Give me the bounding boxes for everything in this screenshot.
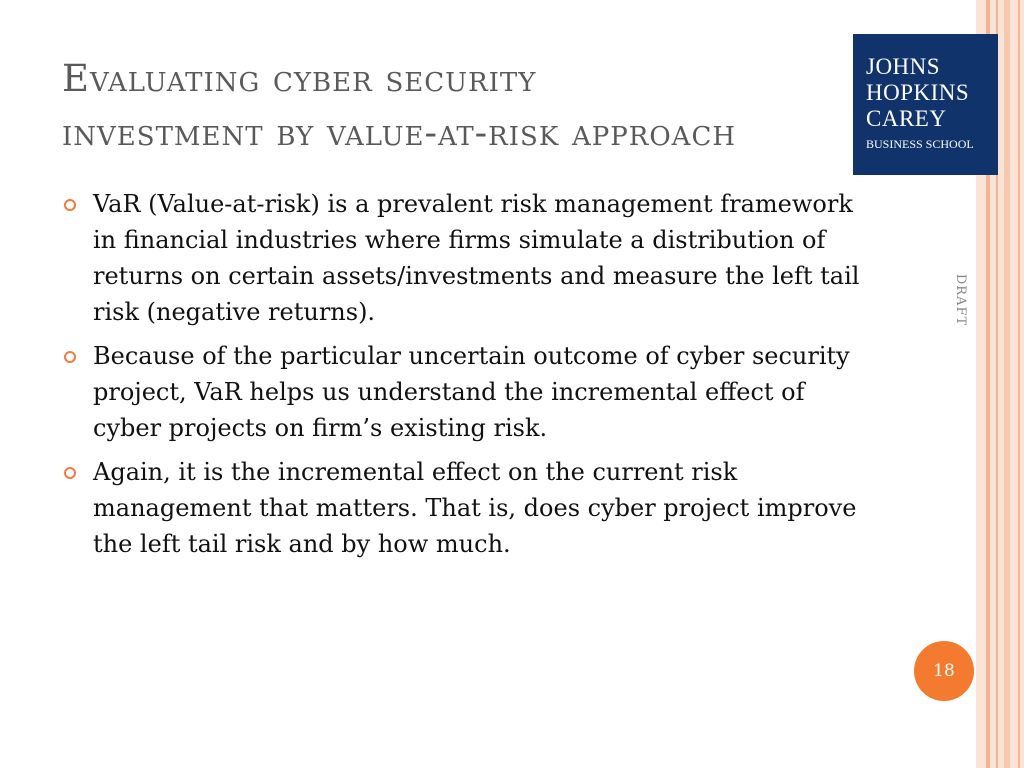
bullet-list [62,186,862,570]
bullet-item [62,186,862,330]
logo-line-hopkins: HOPKINS [866,80,970,105]
bullet-circle-icon [64,351,76,363]
slide-title [62,52,882,159]
logo-line-johns: JOHNS [866,54,941,79]
logo-line-business-school: BUSINESS SCHOOL [866,137,974,151]
johns-hopkins-carey-logo [853,34,998,175]
stripe-line [1004,0,1010,768]
bullet-item [62,454,862,562]
page-number-badge: 18 [914,641,974,701]
stripe-line [1018,0,1020,768]
logo-line-carey: CAREY [866,106,947,131]
bullet-item [62,338,862,446]
slide-title-line-1: Evaluating cyber security [62,57,537,100]
bullet-text: Because of the particular uncertain outcome of cyber security project, VaR helps us understand the incremental effect of cyber projects on firm’s existing risk. [93,342,850,442]
slide-title-line-2: investment by value-at-risk approach [62,110,737,154]
bullet-text: VaR (Value-at-risk) is a prevalent risk management framework in financial industries where firms simulate a distribution of returns on certain assets/investments and measure the left tail risk (negative returns). [93,190,860,326]
bullet-circle-icon [64,199,76,211]
draft-watermark: DRAFT [953,273,968,327]
bullet-text: Again, it is the incremental effect on the current risk management that matters. That is, does cyber project improve the left tail risk and by how much. [93,458,857,558]
bullet-circle-icon [64,467,76,479]
